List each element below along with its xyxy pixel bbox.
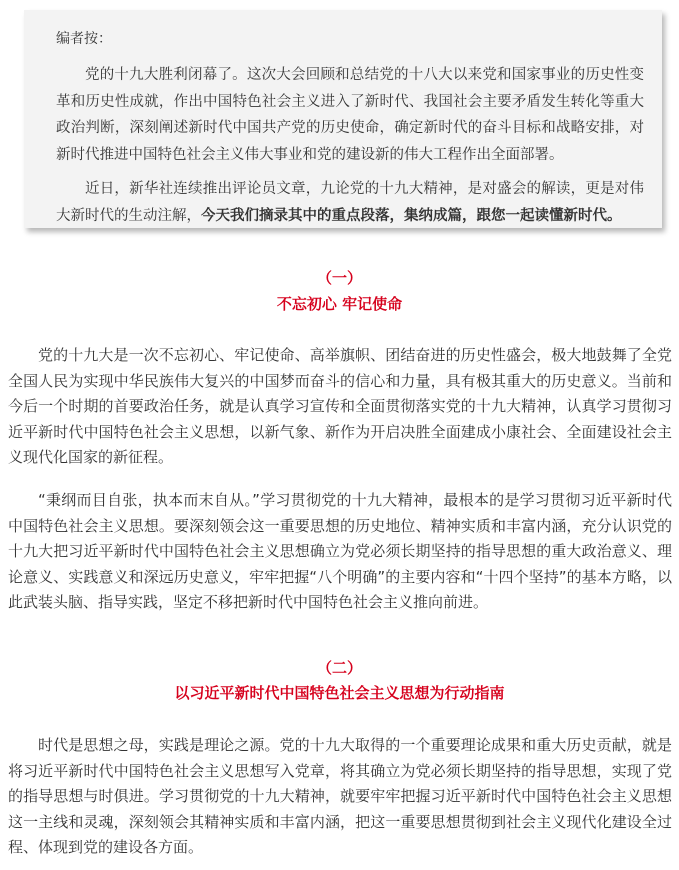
section-2-title: 以习近平新时代中国特色社会主义思想为行动指南: [174, 684, 505, 702]
section-2-paragraph-1: 时代是思想之母，实践是理论之源。党的十九大取得的一个重要理论成果和重大历史贡献，就是将习近平新时代中国特色社会主义思想写入党章，将其确立为党必须长期坚持的指导思想，实现了党的指导思想与时俱进。学习贯彻党的十九大精神，就要牢牢把握习近平新时代中国特色社会主义思想这一主线和灵魂，深刻领会其精神实质和丰富内涵，把这一重要思想贯彻到社会主义现代化建设全过程、体现到党的建设各方面。: [8, 736, 672, 856]
editor-note-paragraph-2: [56, 176, 644, 229]
section-1-paragraph-2: “秉纲而目自张，执本而末自从。”学习贯彻党的十九大精神，最根本的是学习贯彻习近平新时代中国特色社会主义思想。要深刻领会这一重要思想的历史地位、精神实质和丰富内涵，充分认识党的十九大把习近平新时代中国特色社会主义思想确立为党必须长期坚持的指导思想的重大政治意义、理论意义、实践意义和深远历史意义，牢牢把握“八个明确”的主要内容和“十四个坚持”的基本方略，以此武装头脑、指导实践，坚定不移把新时代中国特色社会主义推向前进。: [8, 491, 672, 611]
editor-note-box: [24, 10, 662, 228]
section-1-paragraph-1: 党的十九大是一次不忘初心、牢记使命、高举旗帜、团结奋进的历史性盛会，极大地鼓舞了全党全国人民为实现中华民族伟大复兴的中国梦而奋斗的信心和力量，具有极其重大的历史意义。当前和今后一个时期的首要政治任务，就是认真学习宣传和全面贯彻落实党的十九大精神，认真学习贯彻习近平新时代中国特色社会主义思想，以新气象、新作为开启决胜全面建成小康社会、全面建设社会主义现代化国家的新征程。: [8, 346, 672, 466]
section-1-number: （一）: [316, 269, 362, 287]
section-1-title: 不忘初心 牢记使命: [276, 295, 403, 313]
editor-note-label: 编者按：: [56, 31, 112, 47]
editor-note-paragraph-2-bold: 今天我们摘录其中的重点段落，集纳成篇，跟您一起读懂新时代。: [201, 207, 622, 224]
editor-note-paragraph-2-text: 近日，新华社连续推出评论员文章，九论党的十九大精神，是对盛会的解读，更是对伟大新时代的生动注解，: [56, 181, 644, 224]
section-2-number: （二）: [316, 659, 362, 677]
editor-note-paragraph-1: 党的十九大胜利闭幕了。这次大会回顾和总结党的十八大以来党和国家事业的历史性变革和历史性成就，作出中国特色社会主义进入了新时代、我国社会主要矛盾发生转化等重大政治判断，深刻阐述新时代中国共产党的历史使命，确定新时代的奋斗目标和战略安排，对新时代推进中国特色社会主义伟大事业和党的建设新的伟大工程作出全面部署。: [56, 67, 644, 163]
